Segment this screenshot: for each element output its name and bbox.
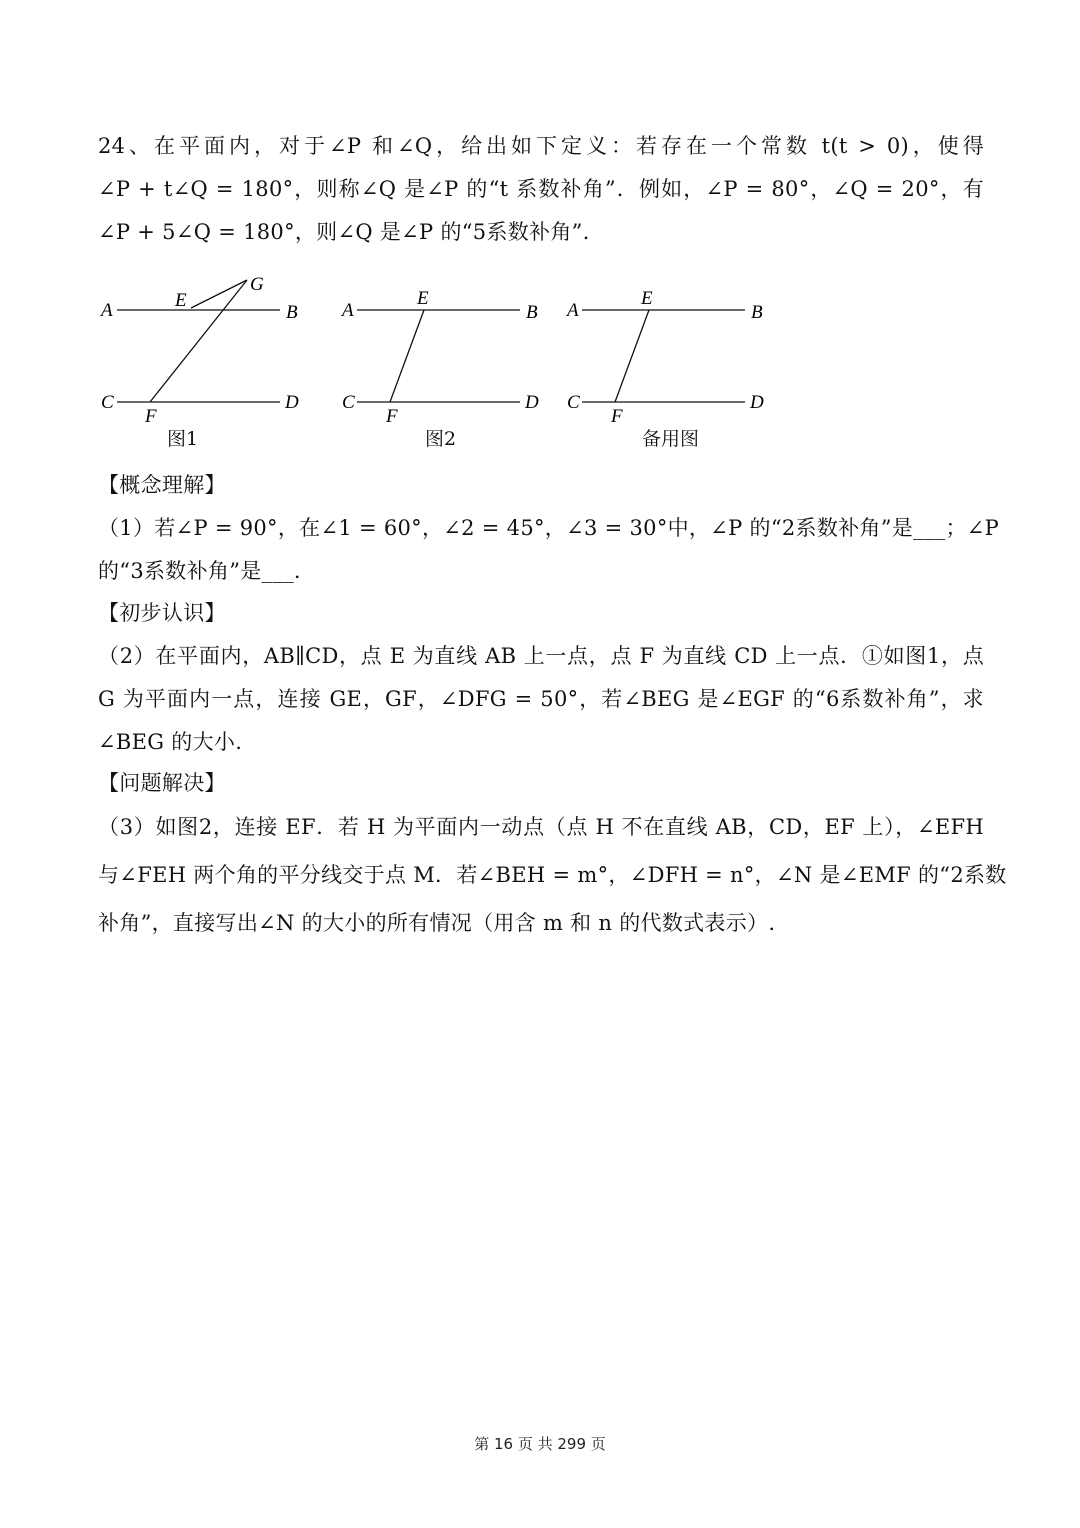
fig3-label-F: F xyxy=(611,406,623,427)
fig2-label-C: C xyxy=(342,392,355,413)
problem-intro-line-3: ∠P + 5∠Q = 180°，则∠Q 是∠P 的“5系数补角”． xyxy=(98,220,604,244)
fig3-label-E: E xyxy=(641,288,653,309)
fig2-label-F: F xyxy=(386,406,398,427)
fig1-label-B: B xyxy=(286,302,298,323)
section-2-line-1: （2）在平面内，AB∥CD，点 E 为直线 AB 上一点，点 F 为直线 CD 上一点．①如图1，点 xyxy=(98,644,984,668)
fig3-label-A: A xyxy=(567,300,579,321)
section-heading-preliminary: 【初步认识】 xyxy=(98,601,226,625)
fig3-label-C: C xyxy=(567,392,580,413)
figures-row xyxy=(95,268,795,458)
problem-intro-line-2: ∠P + t∠Q = 180°，则称∠Q 是∠P 的“t 系数补角”．例如，∠P = 80°，∠Q = 20°，有 xyxy=(98,177,984,201)
figure-backup-caption: 备用图 xyxy=(642,428,700,450)
fig1-label-A: A xyxy=(101,300,113,321)
figure-2-caption: 图2 xyxy=(425,428,457,450)
section-3-line-1: （3）如图2，连接 EF．若 H 为平面内一动点（点 H 不在直线 AB，CD，EF 上），∠EFH xyxy=(98,815,984,839)
fig2-label-A: A xyxy=(342,300,354,321)
figure-1-caption: 图1 xyxy=(167,428,199,450)
page-footer: 第 16 页 共 299 页 xyxy=(474,1435,606,1453)
fig1-label-G: G xyxy=(250,274,264,295)
section-2-line-3: ∠BEG 的大小. xyxy=(98,730,243,754)
fig1-label-C: C xyxy=(101,392,114,413)
figure-backup-diagram xyxy=(565,288,764,427)
section-3-line-3: 补角”，直接写出∠N 的大小的所有情况（用含 m 和 n 的代数式表示）. xyxy=(98,911,776,935)
fig1-label-D: D xyxy=(285,392,299,413)
problem-intro-line-1: 24、在平面内，对于∠P 和∠Q，给出如下定义：若存在一个常数 t(t > 0)，使得 xyxy=(98,134,984,158)
section-heading-solving: 【问题解决】 xyxy=(98,771,226,795)
section-3-line-2: 与∠FEH 两个角的平分线交于点 M．若∠BEH = m°，∠DFH = n°，∠N 是∠EMF 的“2系数 xyxy=(98,863,1007,887)
fig3-label-B: B xyxy=(751,302,763,323)
section-heading-concept: 【概念理解】 xyxy=(98,473,226,497)
fig2-label-E: E xyxy=(417,288,429,309)
fig1-label-F: F xyxy=(145,406,157,427)
fig2-label-B: B xyxy=(526,302,538,323)
fig1-label-E: E xyxy=(175,290,187,311)
fig3-label-D: D xyxy=(750,392,764,413)
section-1-line-1: （1）若∠P = 90°，在∠1 = 60°，∠2 = 45°，∠3 = 30°中，∠P 的“2系数补角”是___；∠P xyxy=(98,516,1000,540)
figure-2-diagram xyxy=(340,288,539,427)
figure-1-diagram xyxy=(99,274,299,427)
fig2-label-D: D xyxy=(525,392,539,413)
section-2-line-2: G 为平面内一点，连接 GE，GF，∠DFG = 50°，若∠BEG 是∠EGF 的“6系数补角”，求 xyxy=(98,687,984,711)
section-1-line-2: 的“3系数补角”是___. xyxy=(98,559,301,583)
